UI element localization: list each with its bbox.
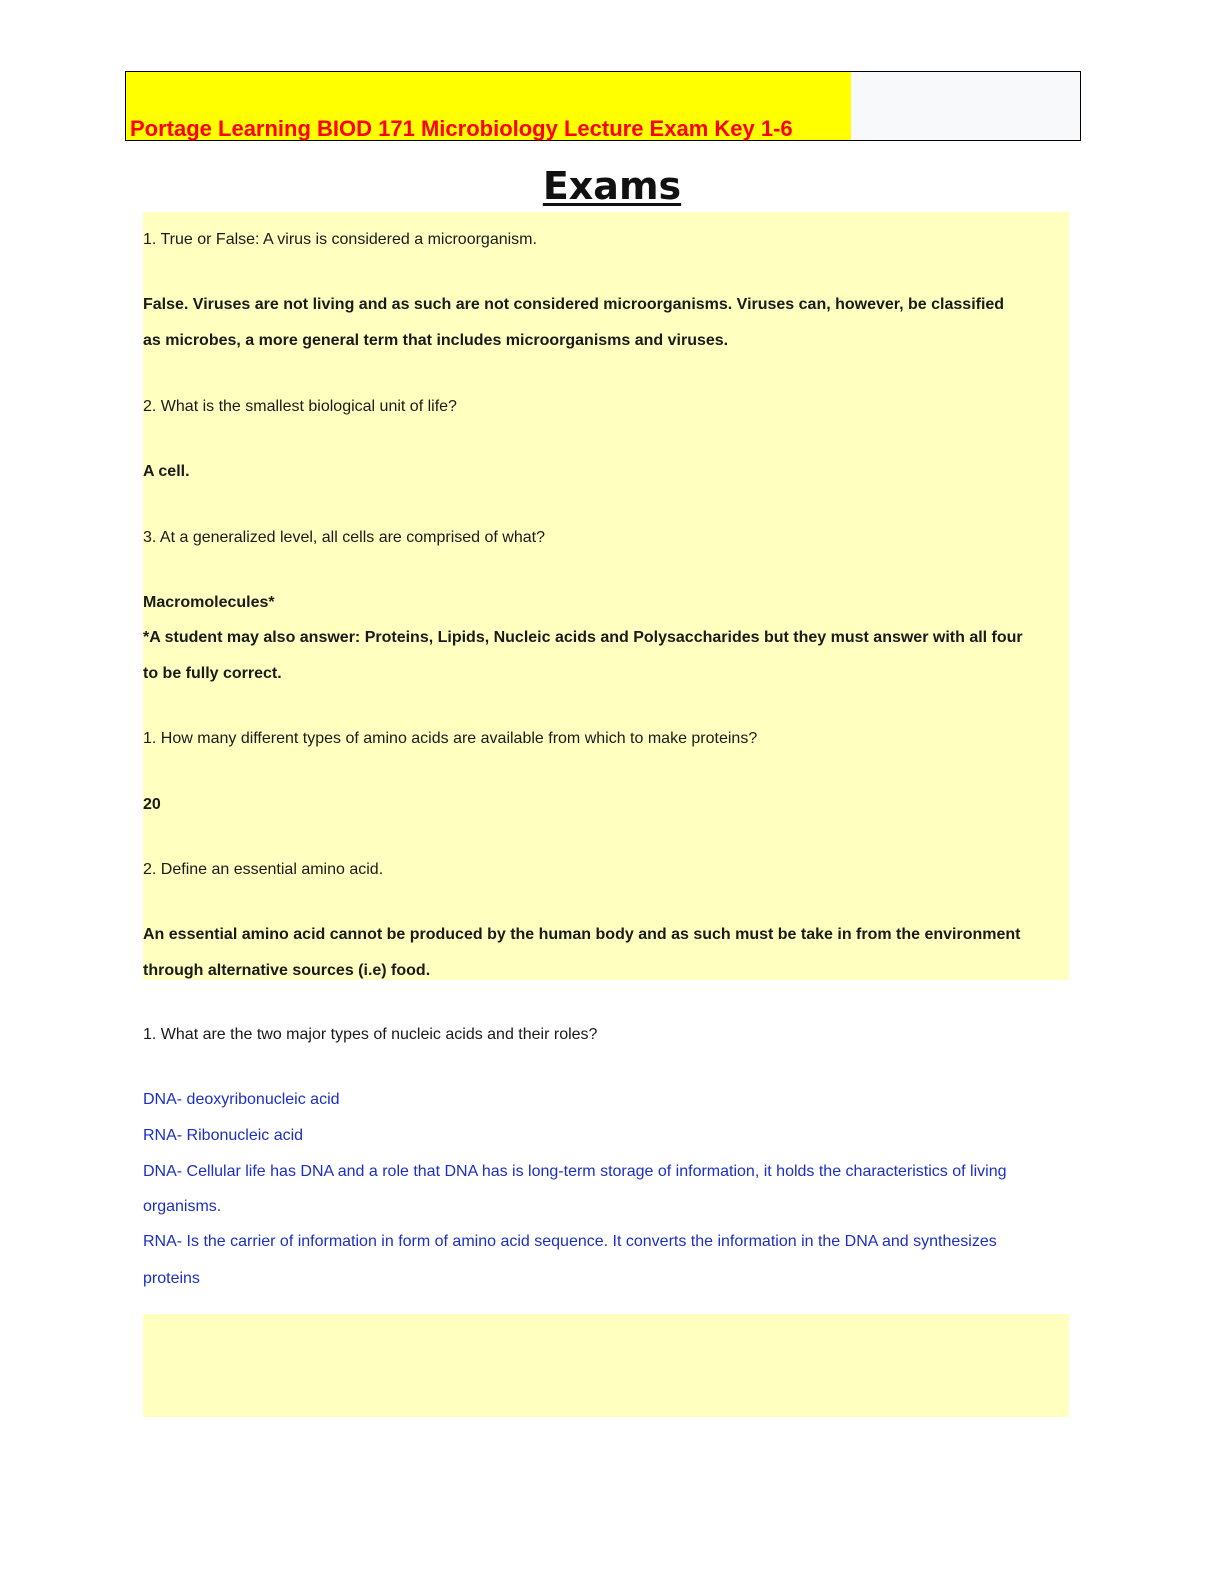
question-3: 3. At a generalized level, all cells are comprised of what?	[143, 529, 545, 546]
page-title: Exams	[542, 164, 682, 208]
answer-6-rna-role-line-1: RNA- Is the carrier of information in form of amino acid sequence. It converts the information in the DNA and synthesizes	[143, 1233, 997, 1250]
answer-6-dna-definition: DNA- deoxyribonucleic acid	[143, 1091, 340, 1108]
answer-3-note-line-2: to be fully correct.	[143, 665, 282, 682]
question-2: 2. What is the smallest biological unit of life?	[143, 398, 457, 415]
answer-5-line-2: through alternative sources (i.e) food.	[143, 962, 431, 979]
document-header-title: Portage Learning BIOD 171 Microbiology Lecture Exam Key 1-6	[130, 116, 793, 141]
answer-3: Macromolecules*	[143, 594, 275, 611]
question-4: 1. How many different types of amino acids are available from which to make proteins?	[143, 730, 758, 747]
answer-2: A cell.	[143, 463, 190, 480]
question-5: 2. Define an essential amino acid.	[143, 861, 384, 878]
answer-6-rna-definition: RNA- Ribonucleic acid	[143, 1127, 304, 1144]
answer-6-dna-role-line-1: DNA- Cellular life has DNA and a role that DNA has is long-term storage of information, it holds the characteristics of living	[143, 1163, 1007, 1180]
question-1: 1. True or False: A virus is considered a microorganism.	[143, 231, 537, 248]
document-header-box	[125, 71, 1081, 141]
answer-4: 20	[143, 796, 161, 813]
answer-3-note-line-1: *A student may also answer: Proteins, Lipids, Nucleic acids and Polysaccharides but they must answer with all four	[143, 629, 1023, 646]
answer-6-rna-role-line-2: proteins	[143, 1270, 200, 1287]
answer-1-line-2: as microbes, a more general term that includes microorganisms and viruses.	[143, 332, 729, 349]
answer-1-line-1: False. Viruses are not living and as such are not considered microorganisms. Viruses can, however, be classified	[143, 296, 1005, 313]
empty-highlight-block	[143, 1314, 1069, 1417]
answer-6-dna-role-line-2: organisms.	[143, 1198, 222, 1215]
question-6: 1. What are the two major types of nucleic acids and their roles?	[143, 1026, 598, 1043]
answer-5-line-1: An essential amino acid cannot be produced by the human body and as such must be take in from the environment	[143, 926, 1021, 943]
